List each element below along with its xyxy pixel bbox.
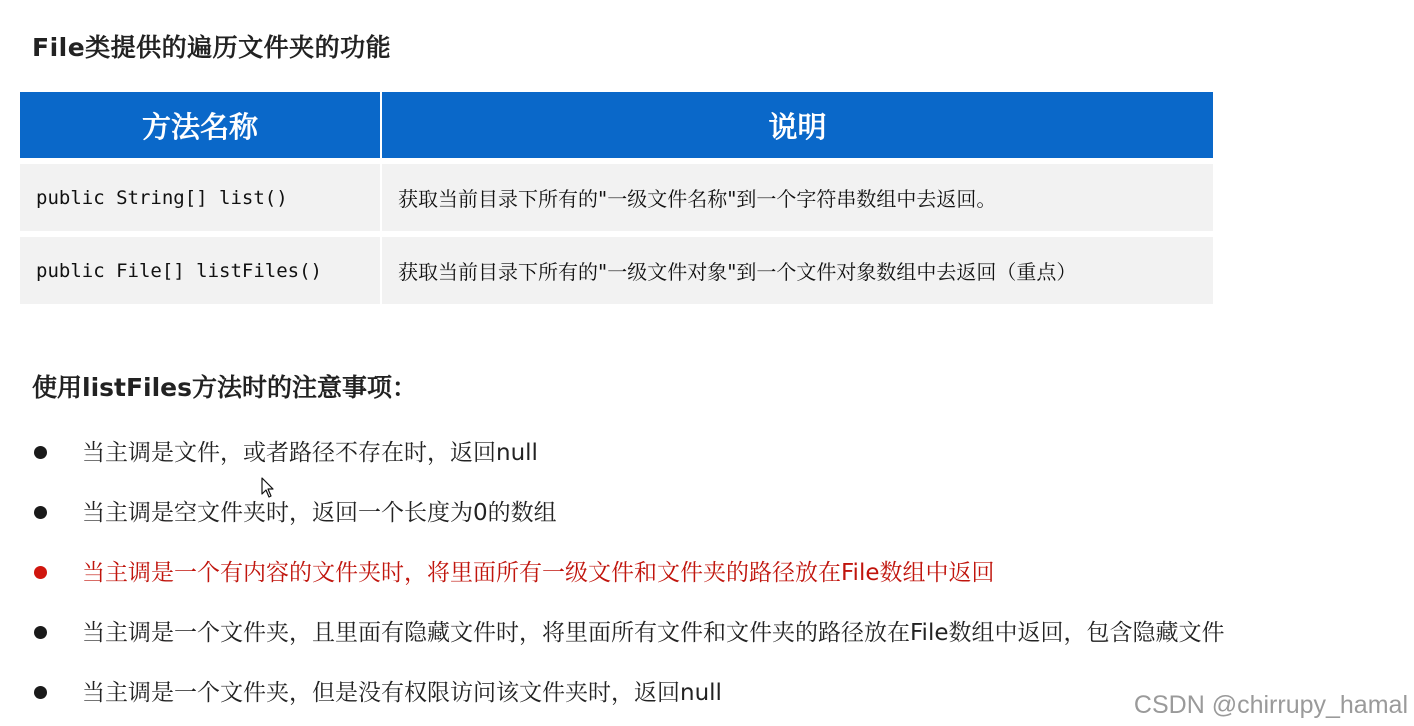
list-item-highlighted <box>0 546 1414 606</box>
page-title: File类提供的遍历文件夹的功能 <box>32 33 392 62</box>
header-description: 说明 <box>382 92 1213 158</box>
bullet-dot-icon <box>34 506 47 519</box>
notes-list <box>0 426 1414 726</box>
list-item <box>0 426 1414 486</box>
bullet-dot-icon <box>34 566 47 579</box>
method-signature: public File[] listFiles() <box>20 231 382 304</box>
bullet-dot-icon <box>34 626 47 639</box>
list-item <box>0 606 1414 666</box>
method-description: 获取当前目录下所有的"一级文件名称"到一个字符串数组中去返回。 <box>382 158 1213 231</box>
note-text: 当主调是一个文件夹，但是没有权限访问该文件夹时，返回null <box>82 680 722 706</box>
bullet-dot-icon <box>34 686 47 699</box>
note-text: 当主调是一个有内容的文件夹时，将里面所有一级文件和文件夹的路径放在File数组中返回 <box>82 560 995 586</box>
header-method-name: 方法名称 <box>20 92 382 158</box>
note-text: 当主调是文件，或者路径不存在时，返回null <box>82 440 538 466</box>
table-row <box>20 231 1213 304</box>
list-item <box>0 486 1414 546</box>
note-text: 当主调是空文件夹时，返回一个长度为0的数组 <box>82 500 557 526</box>
notes-heading: 使用listFiles方法时的注意事项： <box>32 373 418 402</box>
methods-table <box>20 92 1213 304</box>
table-header-row <box>20 92 1213 158</box>
note-text: 当主调是一个文件夹，且里面有隐藏文件时，将里面所有文件和文件夹的路径放在File数组中返回，包含隐藏文件 <box>82 620 1225 646</box>
method-description: 获取当前目录下所有的"一级文件对象"到一个文件对象数组中去返回（重点） <box>382 231 1213 304</box>
mouse-pointer-icon <box>261 477 275 499</box>
bullet-dot-icon <box>34 446 47 459</box>
method-signature: public String[] list() <box>20 158 382 231</box>
table-row <box>20 158 1213 231</box>
watermark: CSDN @chirrupy_hamal <box>1133 691 1408 719</box>
